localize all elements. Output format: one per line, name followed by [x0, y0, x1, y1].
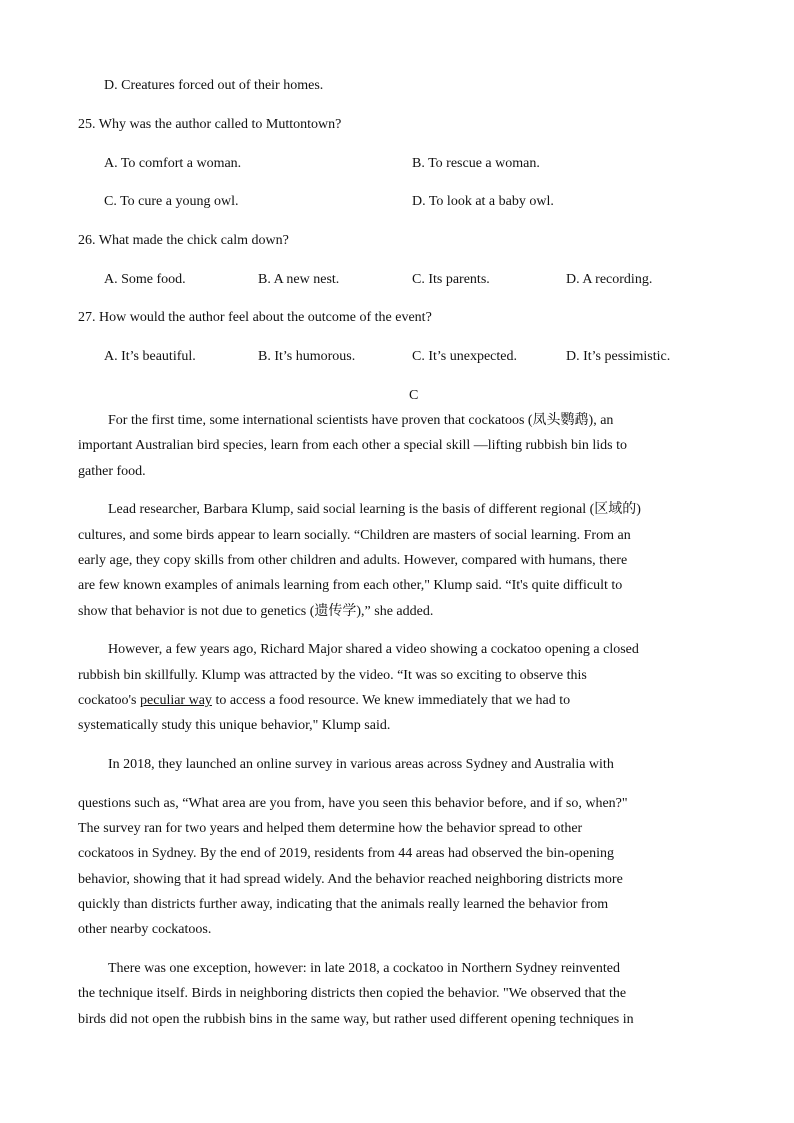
q24-option-d: D. Creatures forced out of their homes. [104, 78, 324, 93]
passage-p2-line: show that behavior is not due to genetics (遗传学),” she added. [78, 604, 434, 619]
passage-p4-line: In 2018, they launched an online survey in various areas across Sydney and Australia with [108, 757, 614, 772]
passage-p4-line: behavior, showing that it had spread widely. And the behavior reached neighboring districts more [78, 872, 623, 887]
q26-option-a: A. Some food. [104, 272, 186, 287]
passage-p3-line: However, a few years ago, Richard Major shared a video showing a cockatoo opening a closed [108, 642, 639, 657]
passage-p2-line: are few known examples of animals learning from each other," Klump said. “It's quite difficult to [78, 578, 623, 593]
q25-stem: 25. Why was the author called to Muttontown? [78, 117, 342, 132]
q27-option-b: B. It’s humorous. [258, 349, 356, 364]
underlined-phrase: peculiar way [140, 693, 212, 708]
q27-option-c: C. It’s unexpected. [412, 349, 517, 364]
passage-p5-line: the technique itself. Birds in neighboring districts then copied the behavior. "We observed that the [78, 986, 627, 1001]
q26-option-d: D. A recording. [566, 272, 653, 287]
q25-option-b: B. To rescue a woman. [412, 156, 540, 171]
passage-p3-line [78, 692, 570, 710]
passage-p3-text: cockatoo's [78, 693, 141, 708]
q25-option-a: A. To comfort a woman. [104, 156, 242, 171]
q27-option-a: A. It’s beautiful. [104, 349, 196, 364]
passage-p4-line: questions such as, “What area are you from, have you seen this behavior before, and if so, when?" [78, 796, 628, 811]
passage-p4-line: quickly than districts further away, indicating that the animals really learned the behavior from [78, 897, 609, 912]
passage-p1-line: important Australian bird species, learn from each other a special skill —lifting rubbish bin lids to [78, 438, 627, 453]
passage-p1-line: gather food. [78, 464, 146, 479]
passage-p4-line: other nearby cockatoos. [78, 922, 212, 937]
q26-option-b: B. A new nest. [258, 272, 340, 287]
passage-p3-text: to access a food resource. We knew immediately that we had to [211, 693, 571, 708]
q25-option-d: D. To look at a baby owl. [412, 194, 554, 209]
q26-option-c: C. Its parents. [412, 272, 490, 287]
section-label: C [409, 388, 419, 403]
passage-p5-line: birds did not open the rubbish bins in the same way, but rather used different opening techniques in [78, 1012, 634, 1027]
passage-p3-line: systematically study this unique behavior," Klump said. [78, 718, 391, 733]
q27-stem: 27. How would the author feel about the outcome of the event? [78, 310, 432, 325]
passage-p2-line: cultures, and some birds appear to learn socially. “Children are masters of social learning. From an [78, 528, 631, 543]
passage-p5-line: There was one exception, however: in late 2018, a cockatoo in Northern Sydney reinvented [108, 961, 620, 976]
q26-stem: 26. What made the chick calm down? [78, 233, 289, 248]
passage-p4-line: The survey ran for two years and helped them determine how the behavior spread to other [78, 821, 583, 836]
passage-p3-line: rubbish bin skillfully. Klump was attracted by the video. “It was so exciting to observe this [78, 668, 587, 683]
passage-p4-line: cockatoos in Sydney. By the end of 2019, residents from 44 areas had observed the bin-opening [78, 846, 615, 861]
q25-option-c: C. To cure a young owl. [104, 194, 239, 209]
passage-p2-line: Lead researcher, Barbara Klump, said social learning is the basis of different regional (区域的) [108, 502, 641, 517]
q27-option-d: D. It’s pessimistic. [566, 349, 671, 364]
passage-p1-line: For the first time, some international scientists have proven that cockatoos (凤头鹦鹉), an [108, 413, 614, 428]
passage-p2-line: early age, they copy skills from other children and adults. However, compared with humans, there [78, 553, 628, 568]
